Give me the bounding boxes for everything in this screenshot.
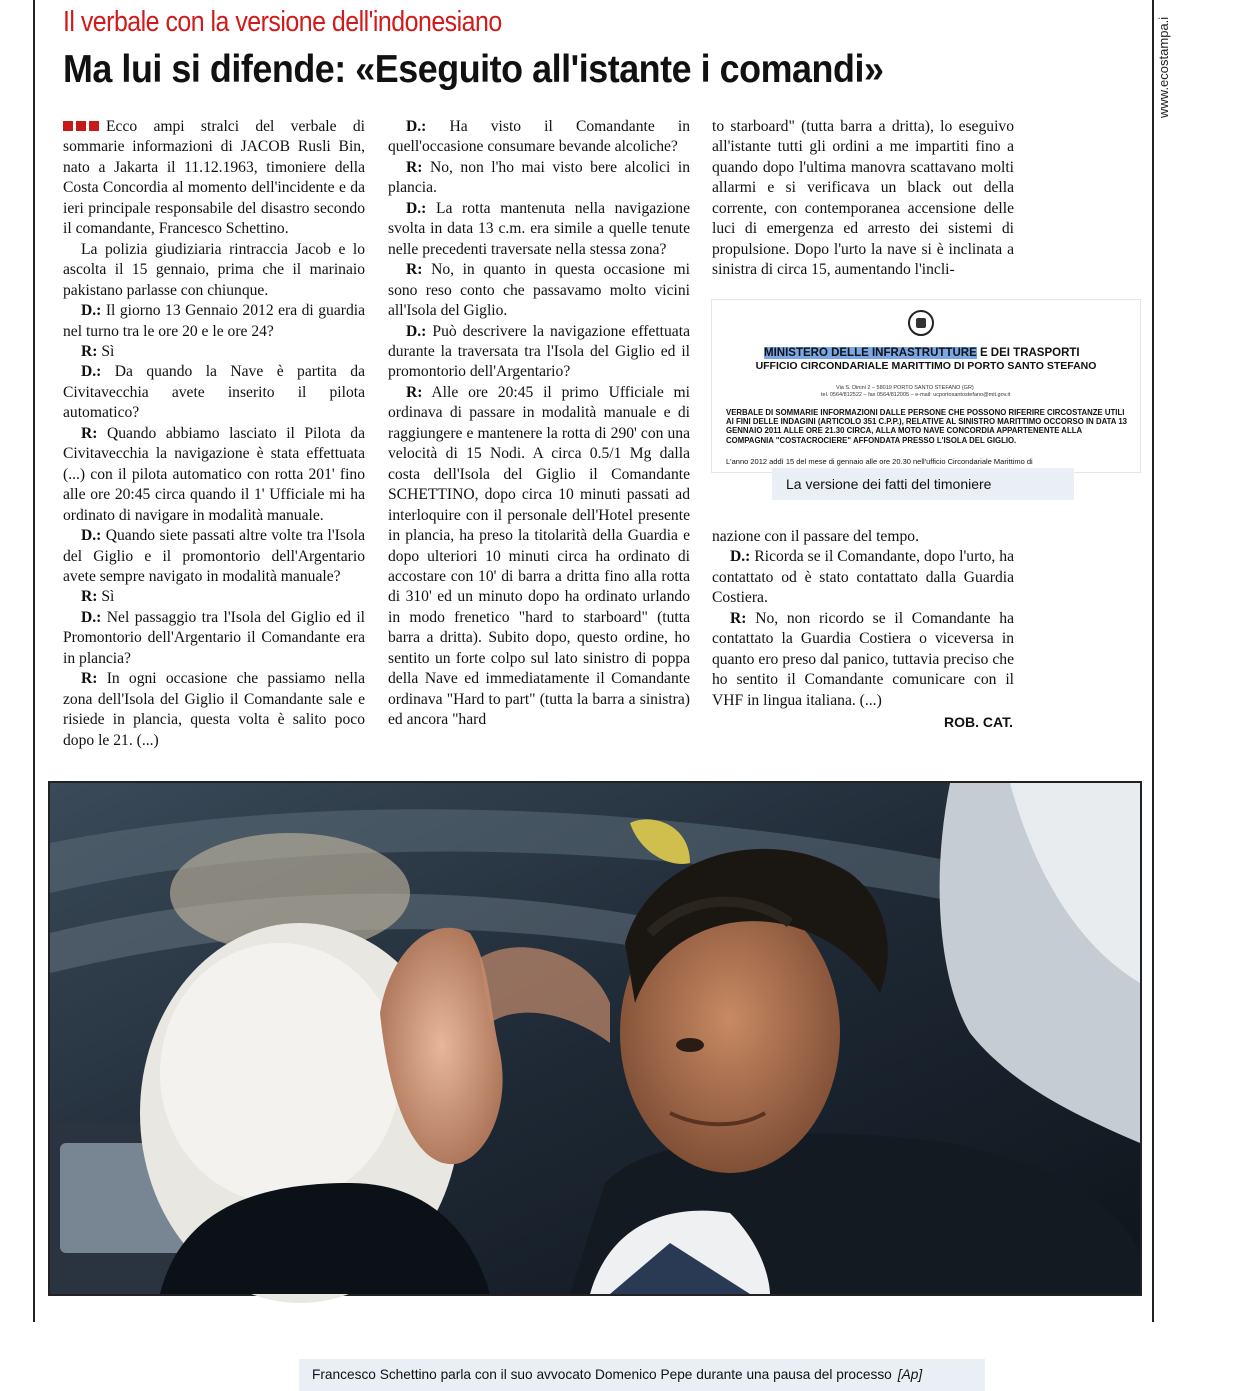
- side-url-strip: [1154, 2, 1176, 120]
- interview-line: R: Sì: [81, 588, 115, 606]
- article-column-3-bottom: [712, 527, 1014, 717]
- document-last-line: L'anno 2012 addì 15 del mese di gennaio alle ore 20.30 nell'ufficio Circondariale Marittimo di: [726, 457, 1033, 466]
- interview-line: D.: Ha visto il Comandante in quell'occasione consumare bevande alcoliche?: [388, 118, 690, 156]
- news-photo: [48, 781, 1142, 1382]
- document-caption: La versione dei fatti del timoniere: [772, 468, 1074, 500]
- publication-url: www.ecostampa.i: [1156, 16, 1171, 118]
- article-kicker: Il verbale con la versione dell'indonesiano: [63, 6, 502, 38]
- interview-line: R: No, in quanto in questa occasione mi sono reso conto che passavamo molto vicini all'Isola del Giglio.: [388, 261, 690, 320]
- interview-line: D.: Quando siete passati altre volte tra l'Isola del Giglio e il promontorio dell'Argentario avete sempre navigato in modalità manuale?: [63, 527, 365, 585]
- document-address: Via S. Dinini 2 – 58019 PORTO SANTO STEFANO (GR): [836, 385, 974, 391]
- interview-line: R: Alle ore 20:45 il primo Ufficiale mi ordinava di passare in modalità manuale e di raggiungere e mantenere la rotta di 290' con una velocità di 15 Nodi. A circa 0.5/1 Mg dalla costa dell'Isola del Giglio il Comandante SCHETTINO, dopo circa 10 minuti passati ad interloquire con il personale dell'Hotel presente in plancia, ha preso la titolarità della Guardia e dopo ulteriori 10 minuti circa ha ordinato di accostare con 10' di barra a dritta fino alla rotta di 310' ed un minuto dopo ha ordinato urlando in modo frenetico "hard to starboard" (tutta barra a dritta). Subito dopo, questo ordine, ho sentito un forte colpo sul lato sinistro di poppa della Nave ed immediatamente il Comandante ordinava "Hard to part" (tutta la barra a sinistra) ed ancora "hard: [388, 383, 691, 729]
- left-column-rule: [33, 0, 35, 1322]
- interview-line: D.: La rotta mantenuta nella navigazione svolta in data 13 c.m. era simile a quelle tenute nelle precedenti traversate nella stessa zona?: [388, 199, 690, 258]
- document-office: UFFICIO CIRCONDARIALE MARITTIMO DI PORTO SANTO STEFANO: [755, 360, 1097, 372]
- article-column-3-top: [712, 117, 1014, 281]
- lead-text: Ecco ampi stralci del verbale di sommarie informazioni di JACOB Rusli Bin, nato a Jakarta il 11.12.1963, timoniere della Costa Concordia al momento dell'incidente e da ieri principale responsabile del disastro secondo il comandante, Francesco Schettino.: [63, 118, 365, 238]
- author-signature: ROB. CAT.: [944, 714, 1013, 730]
- interview-line: R: Sì: [81, 342, 115, 360]
- interview-line: D.: Il giorno 13 Gennaio 2012 era di guardia nel turno tra le ore 20 e le ore 24?: [63, 302, 365, 340]
- right-column-rule: [1152, 0, 1154, 1322]
- interview-line: R: No, non ricordo se il Comandante ha contattato la Guardia Costiera o viceversa in quanto ero preso dal panico, tuttavia preciso che ho sentito il Comandante comunicare con il VHF in lingua italiana. (...): [712, 609, 1014, 709]
- interview-line: R: Quando abbiamo lasciato il Pilota da Civitavecchia la navigazione è stata effettuata (...) con il pilota automatico con rotta 201' fino alle ore 20:45 circa quando il 1' Ufficiale mi ha ordinato di navigare in modalità manuale.: [63, 424, 365, 524]
- document-body: VERBALE DI SOMMARIE INFORMAZIONI DALLE PERSONE CHE POSSONO RIFERIRE CIRCOSTANZE UTILI AI FINI DELLE INDAGINI (ARTICOLO 351 C.P.P.), RELATIVE AL SINISTRO MARITTIMO OCCORSO IN DATA 13 GENNAIO 2011 ALLE ORE 21.30 CIRCA, ALLA MOTO NAVE CONCORDIA APPARTENENTE ALLA COMPAGNIA "COSTACROCIERE" AFFONDATA PRESSO L'ISOLA DEL GIGLIO.: [726, 408, 1127, 445]
- article-headline: Ma lui si difende: «Eseguito all'istante i comandi»: [63, 48, 884, 91]
- photo-caption-text: Francesco Schettino parla con il suo avvocato Domenico Pepe durante una pausa del processo: [312, 1367, 892, 1382]
- republic-emblem-icon: [908, 310, 934, 336]
- verbale-document-image: [712, 300, 1140, 472]
- article-paragraph: to starboard" (tutta barra a dritta), lo eseguivo all'istante tutti gli ordini a me impartiti fino a quando dopo l'ultima manovra scattavano molti allarmi e si verificava un black out della corrente, con contemporanea accensione delle luci di emergenza ed arresto dei sistemi di propulsione. Dopo l'urto la nave si è inclinata a sinistra di circa 15, aumentando l'incli-: [712, 118, 1014, 279]
- interview-line: D.: Da quando la Nave è partita da Civitavecchia avete inserito il pilota automatico?: [63, 363, 365, 422]
- photo-illustration: [50, 783, 1140, 1294]
- article-column-2: [388, 117, 690, 739]
- document-paper: [712, 300, 1140, 472]
- article-paragraph: La polizia giudiziaria rintraccia Jacob e lo ascolta il 15 gennaio, prima che il marinaio pakistano parlasse con chiunque.: [63, 240, 365, 299]
- interview-line: R: No, non l'ho mai visto bere alcolici in plancia.: [388, 158, 690, 197]
- interview-line: R: In ogni occasione che passiamo nella zona dell'Isola del Giglio il Comandante sale e risiede in plancia, questa volta è salito poco dopo le 21. (...): [63, 670, 365, 749]
- photo-credit: [Ap]: [897, 1367, 923, 1382]
- article-lead-paragraph: [63, 117, 365, 240]
- document-ministry: MINISTERO DELLE INFRASTRUTTURE E DEI TRASPORTI: [764, 347, 1080, 359]
- document-contacts: tel. 0564/812522 – fax 0564/812005 – e-mail: ucportosantostefano@mit.gov.it: [821, 392, 1011, 398]
- interview-line: D.: Può descrivere la navigazione effettuata durante la traversata tra l'Isola del Giglio ed il promontorio dell'Argentario?: [388, 322, 690, 381]
- interview-line: D.: Nel passaggio tra l'Isola del Giglio ed il Promontorio dell'Argentario il Comandante era in plancia?: [63, 608, 365, 667]
- photo-caption: [299, 1359, 985, 1391]
- lead-squares-icon: [63, 118, 102, 135]
- interview-line: D.: Ricorda se il Comandante, dopo l'urto, ha contattato od è stato contattato dalla Guardia Costiera.: [712, 548, 1014, 607]
- interview-line: nazione con il passare del tempo.: [712, 528, 919, 545]
- article-column-1: [63, 117, 365, 749]
